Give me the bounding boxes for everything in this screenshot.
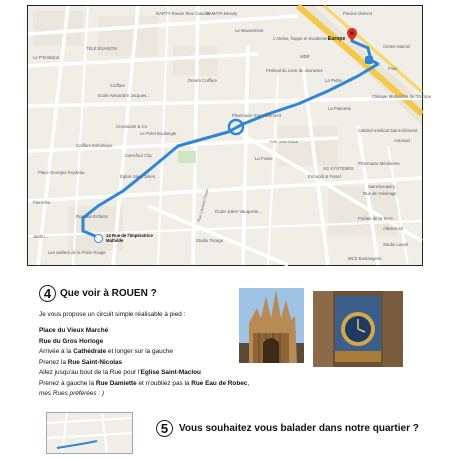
destination-label: 14 Rue de l'Impératrice Mathilde: [106, 233, 153, 243]
map-label: Europe: [328, 36, 346, 42]
map-label: Piscine Diderot: [343, 11, 372, 16]
text-fragment: Rue Eau de Robec: [191, 380, 248, 387]
map-label: Fnac: [388, 66, 398, 71]
route-step: [39, 368, 201, 378]
section-title: Que voir à ROUEN ?: [60, 288, 157, 299]
map-label: Alleans 63: [383, 226, 404, 231]
map-label: SG SYSTEMES: [323, 166, 354, 171]
cathedral-photo: [239, 288, 304, 363]
text-fragment: ,: [247, 380, 250, 387]
metro-icon: [365, 56, 373, 64]
route-step: Place du Vieux Marché: [39, 327, 109, 334]
map-label: Rue des Enfants: [76, 214, 108, 219]
route-step: [39, 347, 173, 357]
map-label: MDR: [300, 54, 310, 59]
map-label: Dream Coiffure: [188, 78, 218, 83]
map-label: L'Atelier, frappe et évadement...: [273, 36, 334, 41]
map-label: Pharmacie Saint-Clément: [232, 113, 281, 118]
text-fragment: et longer sur la gauche: [106, 348, 173, 355]
text-fragment: Rue Damiette: [95, 380, 137, 387]
map-canvas: [28, 6, 422, 265]
map-label: DARTY Rouen Rive Gauche: [156, 11, 211, 16]
map-label: Les ateliers de la Porte Rouge: [48, 250, 106, 255]
neighbourhood-map-thumbnail[interactable]: [46, 412, 133, 454]
text-fragment: Cathédrale: [73, 348, 107, 355]
map-label: Centre Marcel: [383, 44, 410, 49]
route-map[interactable]: [27, 5, 432, 266]
text-fragment: Allez jusqu'au bout de la Rue pour l': [39, 369, 141, 376]
location-pin-icon[interactable]: [347, 28, 357, 41]
map-label: TÉLÉ EVASION: [86, 46, 117, 51]
section-5-heading: [156, 420, 419, 437]
map-label: Jardin...: [33, 234, 49, 239]
clock-photo: [313, 291, 403, 367]
map-label: Entrepôt & Fissel: [308, 174, 341, 179]
text-fragment: Rue Saint-Nicolas: [67, 359, 123, 366]
map-label: Le P'tit Bistrot: [33, 55, 60, 60]
map-label: Pierrefeu: [33, 200, 51, 205]
map-label: Rue Jean Macé: [270, 139, 299, 144]
section-title: Vous souhaitez vous balader dans notre quartier ?: [179, 423, 419, 434]
map-label: Le Mouvement: [235, 28, 264, 33]
map-label: Le Point Boulanger: [140, 131, 177, 136]
map-label: Rue Laurent Fissel: [196, 188, 210, 223]
route-step: [39, 379, 249, 389]
intro-text: Je vous propose un circuit simple réalisable à pied :: [39, 311, 186, 318]
map-label: SAMATA Beauty: [206, 11, 238, 16]
map-label: Festival du Livre de Jeunesse: [266, 68, 323, 73]
route-step: Rue du Gros Horloge: [39, 338, 104, 345]
map-label: Clinique Mutualiste de l'Europe: [372, 94, 432, 99]
text-fragment: Prenez à gauche la: [39, 380, 96, 387]
text-fragment: Arrivée à la: [39, 348, 74, 355]
map-label: La Fosse: [255, 156, 273, 161]
map-label: Pharmacie Ménilerme: [358, 161, 400, 166]
section-number-badge: 4: [39, 285, 56, 302]
route-step: [39, 358, 122, 368]
map-label: La Petite...: [325, 78, 346, 83]
map-label: Ecole Alexandre Jacques...: [98, 93, 150, 98]
text-fragment: et n'oubliez pas la: [136, 380, 192, 387]
map-label: Studio Laurel: [383, 242, 409, 247]
map-label: Coiffure Esthétique: [76, 143, 113, 148]
map-label: Saint-Exupéry: [368, 184, 395, 189]
map-label: Carrefour City: [125, 153, 152, 158]
map-label: Autosud: [394, 138, 410, 143]
start-marker-icon: [94, 234, 103, 243]
map-label: La Potinerie: [328, 106, 351, 111]
section-number-badge: 5: [156, 420, 173, 437]
map-label: École Julien Vauquelin...: [215, 209, 262, 214]
map-label: Place Georges Feydeau: [38, 170, 85, 175]
section-4-heading: [39, 285, 157, 302]
route-step: mes Rues préférées : ): [39, 390, 104, 397]
map-label: Rue de Voisinage: [363, 191, 397, 196]
map-label: Coiffure: [110, 83, 125, 88]
map-label: Croissants & Co: [116, 124, 148, 129]
map-label: Cabinet médical Saint-Clément: [358, 128, 418, 133]
map-label: MCS Boulangerie: [348, 256, 382, 261]
text-fragment: Eglise Saint-Maclou: [140, 369, 201, 376]
map-label: Studio Tecage: [196, 238, 224, 243]
map-label: Poètes de la Terre: [358, 216, 393, 221]
map-label: Église Saint Julien: [120, 174, 156, 179]
text-fragment: Prenez la: [39, 359, 68, 366]
